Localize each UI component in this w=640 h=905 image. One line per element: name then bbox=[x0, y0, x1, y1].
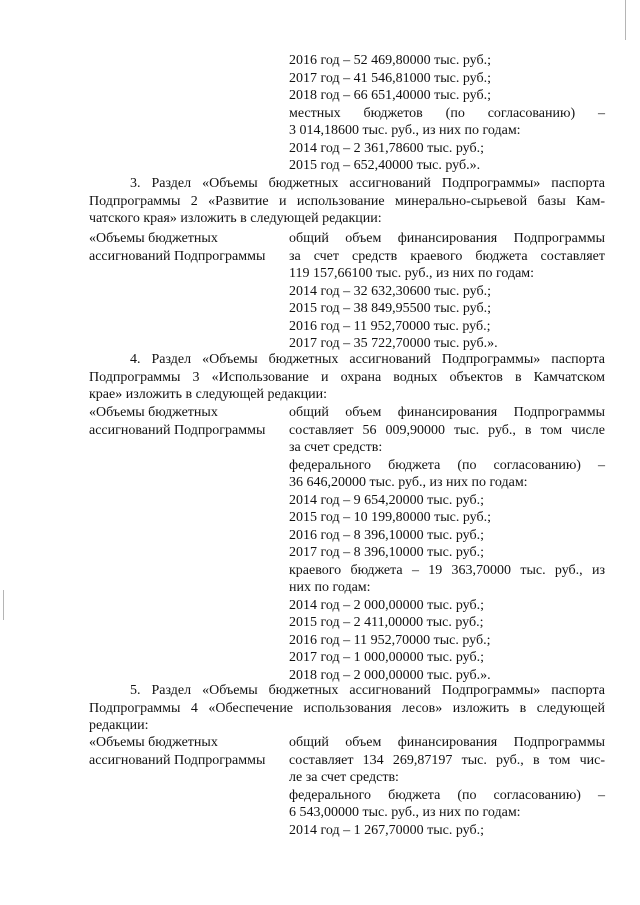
value-line: 36 646,20000 тыс. руб., из них по годам: bbox=[289, 475, 528, 490]
label-line: ассигнований Подпрограммы bbox=[89, 248, 266, 264]
local-budget-line: местных бюджетов (по согласованию) – bbox=[289, 105, 605, 121]
value-line: за счет средств краевого бюджета составляет bbox=[289, 248, 605, 264]
value-line: федерального бюджета (по согласованию) – bbox=[289, 787, 605, 803]
year-line: 2014 год – 2 361,78600 тыс. руб.; bbox=[289, 140, 484, 156]
year-line: 2016 год – 11 952,70000 тыс. руб.; bbox=[289, 318, 491, 334]
year-line: 2016 год – 11 952,70000 тыс. руб.; bbox=[289, 632, 491, 648]
scan-edge-mark-left bbox=[3, 590, 4, 620]
year-line: 2017 год – 1 000,00000 тыс. руб.; bbox=[289, 650, 484, 665]
label-line: «Объемы бюджетных bbox=[89, 405, 218, 420]
section2-tail bbox=[289, 52, 605, 175]
value-line: 119 157,66100 тыс. руб., из них по годам: bbox=[289, 266, 535, 281]
year-line: 2016 год – 52 469,80000 тыс. руб.; bbox=[289, 53, 491, 68]
year-line: 2014 год – 2 000,00000 тыс. руб.; bbox=[289, 597, 484, 613]
paragraph-line: крае» изложить в следующей редакции: bbox=[89, 387, 327, 402]
value-line: общий объем финансирования Подпрограммы bbox=[289, 405, 605, 420]
year-line: 2017 год – 35 722,70000 тыс. руб.». bbox=[289, 336, 498, 351]
year-line: 2018 год – 2 000,00000 тыс. руб.». bbox=[289, 667, 491, 683]
year-line: 2015 год – 10 199,80000 тыс. руб.; bbox=[289, 510, 491, 525]
year-line: 2015 год – 2 411,00000 тыс. руб.; bbox=[289, 615, 484, 630]
paragraph-line: Подпрограммы 3 «Использование и охрана водных объектов в Камчатском bbox=[89, 369, 605, 385]
section3-label bbox=[89, 230, 289, 265]
label-line: «Объемы бюджетных bbox=[89, 735, 218, 750]
paragraph-line: 5. Раздел «Объемы бюджетных ассигнований Подпрограммы» паспорта bbox=[130, 683, 605, 698]
section3-values bbox=[289, 230, 605, 353]
year-line: 2016 год – 8 396,10000 тыс. руб.; bbox=[289, 527, 484, 543]
label-line: «Объемы бюджетных bbox=[89, 231, 218, 246]
label-line: ассигнований Подпрограммы bbox=[89, 422, 266, 438]
section5-values bbox=[289, 734, 605, 839]
scan-edge-mark-right bbox=[625, 0, 626, 40]
section4-values bbox=[289, 404, 605, 684]
value-line: краевого бюджета – 19 363,70000 тыс. руб., из bbox=[289, 562, 605, 578]
paragraph-line: Подпрограммы 4 «Обеспечение использования лесов» изложить в следующей bbox=[89, 700, 605, 716]
section5-label bbox=[89, 734, 289, 769]
value-line: за счет средств: bbox=[289, 440, 383, 455]
paragraph-line: 4. Раздел «Объемы бюджетных ассигнований Подпрограммы» паспорта bbox=[130, 352, 605, 367]
section4-label bbox=[89, 404, 289, 439]
year-line: 2017 год – 8 396,10000 тыс. руб.; bbox=[289, 545, 484, 560]
section3-heading bbox=[89, 175, 605, 228]
value-line: них по годам: bbox=[289, 580, 371, 595]
year-line: 2014 год – 32 632,30600 тыс. руб.; bbox=[289, 283, 491, 299]
label-line: ассигнований Подпрограммы bbox=[89, 752, 266, 768]
value-line: 6 543,00000 тыс. руб., из них по годам: bbox=[289, 805, 521, 820]
section4-heading bbox=[89, 351, 605, 404]
value-line: ле за счет средств: bbox=[289, 770, 399, 785]
paragraph-line: 3. Раздел «Объемы бюджетных ассигнований Подпрограммы» паспорта bbox=[130, 176, 605, 191]
local-budget-total: 3 014,18600 тыс. руб., из них по годам: bbox=[289, 123, 521, 138]
year-line: 2014 год – 9 654,20000 тыс. руб.; bbox=[289, 492, 484, 508]
value-line: общий объем финансирования Подпрограммы bbox=[289, 735, 605, 750]
year-line: 2014 год – 1 267,70000 тыс. руб.; bbox=[289, 822, 484, 838]
year-line: 2018 год – 66 651,40000 тыс. руб.; bbox=[289, 88, 491, 103]
paragraph-line: Подпрограммы 2 «Развитие и использование минерально-сырьевой базы Кам- bbox=[89, 193, 605, 209]
year-line: 2015 год – 38 849,95500 тыс. руб.; bbox=[289, 301, 491, 316]
value-line: общий объем финансирования Подпрограммы bbox=[289, 231, 605, 246]
year-line: 2017 год – 41 546,81000 тыс. руб.; bbox=[289, 70, 491, 86]
value-line: составляет 56 009,90000 тыс. руб., в том числе bbox=[289, 422, 605, 438]
paragraph-line: чатского края» изложить в следующей редакции: bbox=[89, 211, 382, 226]
value-line: федерального бюджета (по согласованию) – bbox=[289, 457, 605, 473]
year-line: 2015 год – 652,40000 тыс. руб.». bbox=[289, 158, 481, 173]
value-line: составляет 134 269,87197 тыс. руб., в том чис- bbox=[289, 752, 605, 768]
section5-heading bbox=[89, 682, 605, 735]
paragraph-line: редакции: bbox=[89, 718, 149, 733]
